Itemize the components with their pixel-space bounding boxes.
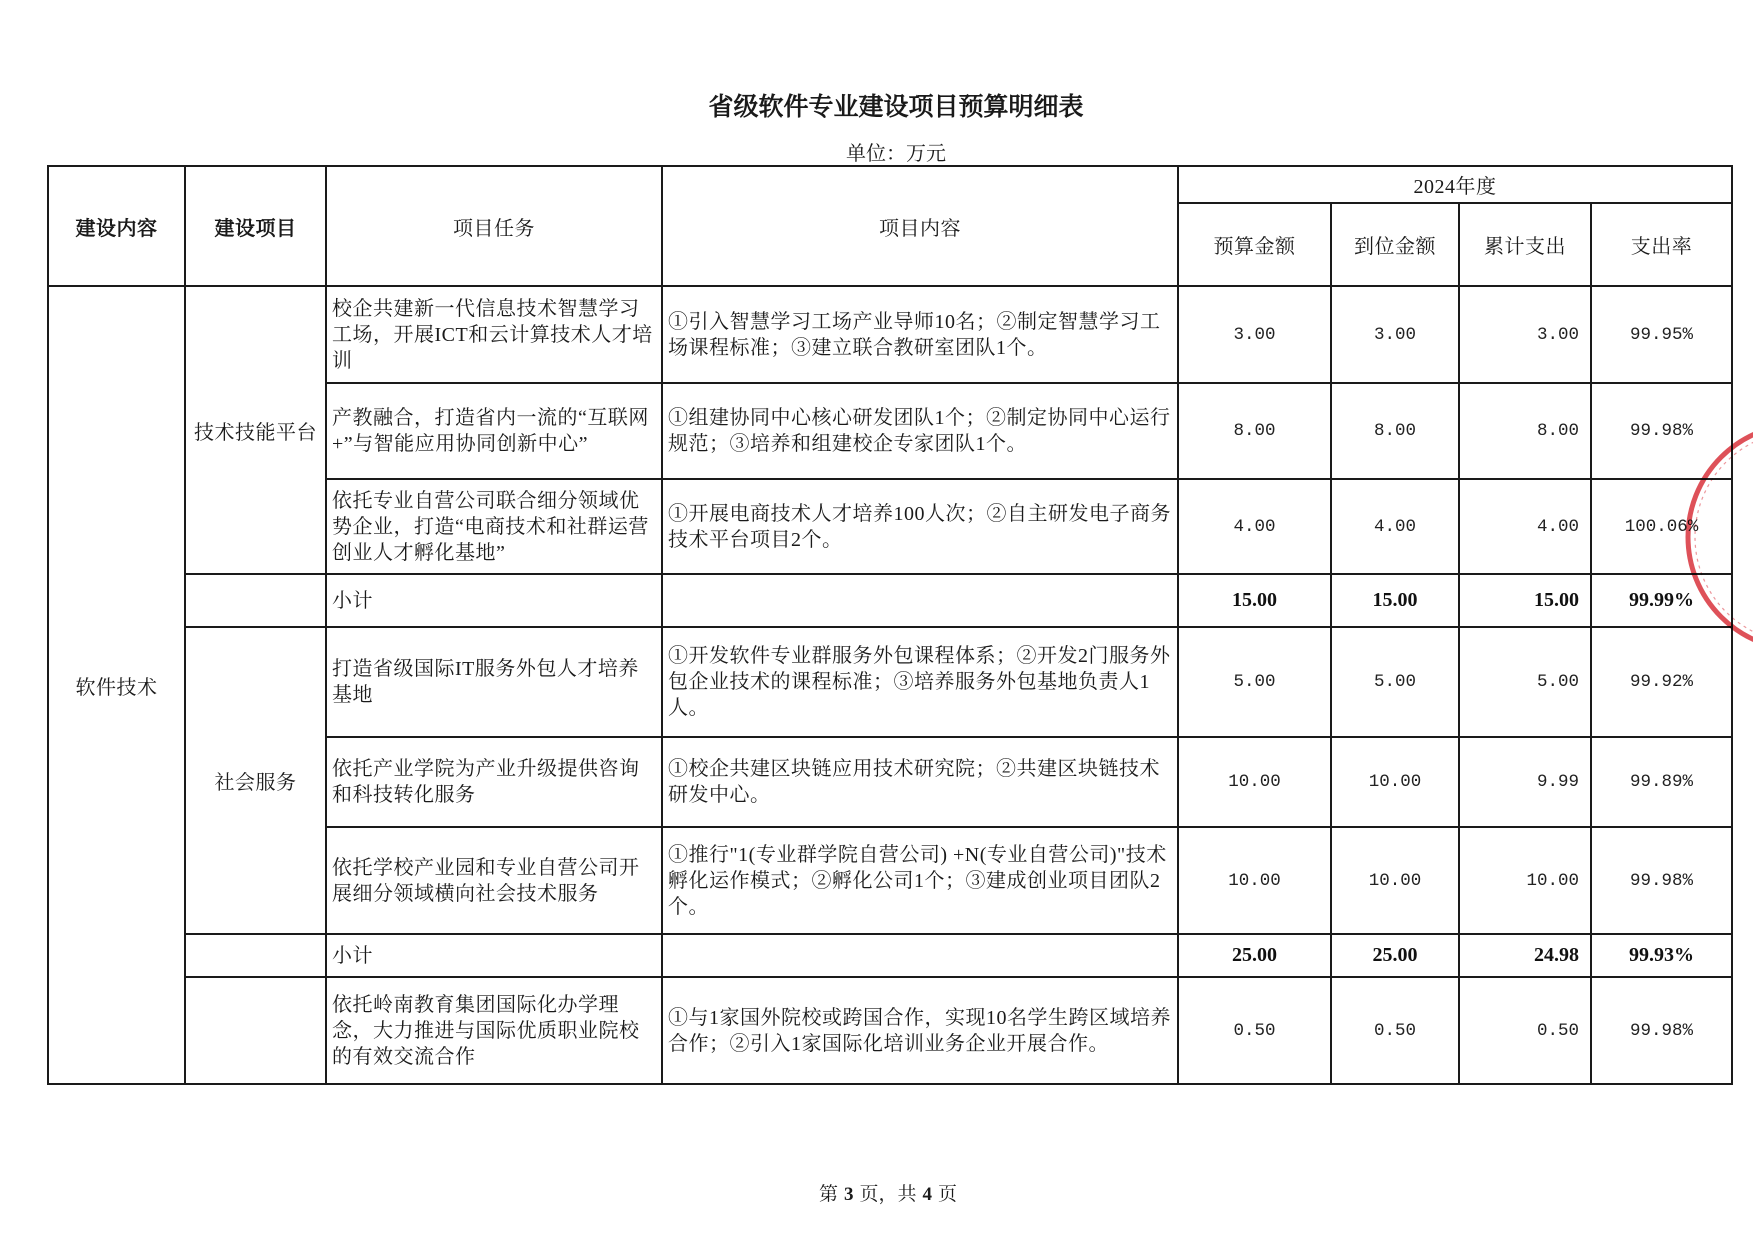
content-cell: ①开发软件专业群服务外包课程体系；②开发2门服务外包企业技术的课程标准；③培养服务外包基地负责人1人。 bbox=[662, 627, 1178, 737]
spent-cell: 9.99 bbox=[1459, 737, 1591, 827]
project-cell: 社会服务 bbox=[185, 627, 326, 934]
budget-cell: 3.00 bbox=[1178, 286, 1331, 383]
table-row bbox=[48, 627, 1732, 737]
subtotal-budget: 25.00 bbox=[1178, 934, 1331, 977]
header-row bbox=[48, 166, 1732, 203]
task-cell: 依托专业自营公司联合细分领域优势企业，打造“电商技术和社群运营创业人才孵化基地” bbox=[326, 479, 662, 574]
budget-table bbox=[47, 165, 1733, 1085]
budget-cell: 5.00 bbox=[1178, 627, 1331, 737]
rate-cell: 100.06% bbox=[1591, 479, 1732, 574]
content-cell: ①推行"1(专业群学院自营公司) +N(专业自营公司)"技术孵化运作模式；②孵化公司1个；③建成创业项目团队2个。 bbox=[662, 827, 1178, 934]
page-footer bbox=[23, 1182, 1753, 1208]
header-content: 项目内容 bbox=[662, 166, 1178, 286]
unit-label: 单位：万元 bbox=[846, 143, 946, 165]
empty-cell bbox=[662, 934, 1178, 977]
page-title: 省级软件专业建设项目预算明细表 bbox=[708, 94, 1084, 121]
content-cell: ①组建协同中心核心研发团队1个；②制定协同中心运行规范；③培养和组建校企专家团队1个。 bbox=[662, 383, 1178, 479]
rate-cell: 99.95% bbox=[1591, 286, 1732, 383]
task-cell: 校企共建新一代信息技术智慧学习工场，开展ICT和云计算技术人才培训 bbox=[326, 286, 662, 383]
spent-cell: 0.50 bbox=[1459, 977, 1591, 1084]
seal-ring bbox=[1688, 424, 1753, 650]
received-cell: 10.00 bbox=[1331, 737, 1459, 827]
received-cell: 3.00 bbox=[1331, 286, 1459, 383]
current-page-number: 3 bbox=[843, 1184, 854, 1205]
empty-cell bbox=[185, 977, 326, 1084]
task-cell: 打造省级国际IT服务外包人才培养基地 bbox=[326, 627, 662, 737]
subtotal-row bbox=[48, 574, 1732, 627]
header-year: 2024年度 bbox=[1178, 166, 1732, 203]
table-row bbox=[48, 977, 1732, 1084]
table-row bbox=[48, 286, 1732, 383]
total-page-number: 4 bbox=[922, 1184, 932, 1205]
received-cell: 10.00 bbox=[1331, 827, 1459, 934]
subtotal-label: 小计 bbox=[326, 934, 662, 977]
empty-cell bbox=[185, 574, 326, 627]
spent-cell: 10.00 bbox=[1459, 827, 1591, 934]
budget-cell: 0.50 bbox=[1178, 977, 1331, 1084]
content-cell: ①校企共建区块链应用技术研究院；②共建区块链技术研发中心。 bbox=[662, 737, 1178, 827]
subtotal-received: 25.00 bbox=[1331, 934, 1459, 977]
subtotal-budget: 15.00 bbox=[1178, 574, 1331, 627]
project-cell: 技术技能平台 bbox=[185, 286, 326, 574]
task-cell: 依托学校产业园和专业自营公司开展细分领域横向社会技术服务 bbox=[326, 827, 662, 934]
budget-cell: 10.00 bbox=[1178, 827, 1331, 934]
subtotal-received: 15.00 bbox=[1331, 574, 1459, 627]
budget-cell: 10.00 bbox=[1178, 737, 1331, 827]
header-category: 建设内容 bbox=[48, 166, 185, 286]
received-cell: 8.00 bbox=[1331, 383, 1459, 479]
footer-middle: 页，共 bbox=[859, 1184, 917, 1205]
spent-cell: 8.00 bbox=[1459, 383, 1591, 479]
received-cell: 5.00 bbox=[1331, 627, 1459, 737]
footer-prefix: 第 bbox=[818, 1184, 838, 1205]
spent-cell: 4.00 bbox=[1459, 479, 1591, 574]
category-cell: 软件技术 bbox=[48, 286, 185, 1084]
content-cell: ①引入智慧学习工场产业导师10名；②制定智慧学习工场课程标准；③建立联合教研室团队1个。 bbox=[662, 286, 1178, 383]
received-cell: 4.00 bbox=[1331, 479, 1459, 574]
empty-cell bbox=[662, 574, 1178, 627]
task-cell: 产教融合，打造省内一流的“互联网+”与智能应用协同创新中心” bbox=[326, 383, 662, 479]
subtotal-rate: 99.99% bbox=[1591, 574, 1732, 627]
header-rate: 支出率 bbox=[1591, 203, 1732, 286]
header-budget: 预算金额 bbox=[1178, 203, 1331, 286]
spent-cell: 3.00 bbox=[1459, 286, 1591, 383]
rate-cell: 99.89% bbox=[1591, 737, 1732, 827]
content-cell: ①开展电商技术人才培养100人次；②自主研发电子商务技术平台项目2个。 bbox=[662, 479, 1178, 574]
seal-stamp bbox=[1680, 412, 1753, 662]
subtotal-spent: 15.00 bbox=[1459, 574, 1591, 627]
budget-cell: 8.00 bbox=[1178, 383, 1331, 479]
spent-cell: 5.00 bbox=[1459, 627, 1591, 737]
header-received: 到位金额 bbox=[1331, 203, 1459, 286]
subtotal-label: 小计 bbox=[326, 574, 662, 627]
task-cell: 依托岭南教育集团国际化办学理念，大力推进与国际优质职业院校的有效交流合作 bbox=[326, 977, 662, 1084]
rate-cell: 99.98% bbox=[1591, 977, 1732, 1084]
task-cell: 依托产业学院为产业升级提供咨询和科技转化服务 bbox=[326, 737, 662, 827]
received-cell: 0.50 bbox=[1331, 977, 1459, 1084]
header-spent: 累计支出 bbox=[1459, 203, 1591, 286]
footer-suffix: 页 bbox=[938, 1184, 958, 1205]
rate-cell: 99.98% bbox=[1591, 383, 1732, 479]
rate-cell: 99.92% bbox=[1591, 627, 1732, 737]
seal-inner-ring bbox=[1695, 431, 1753, 643]
header-project: 建设项目 bbox=[185, 166, 326, 286]
rate-cell: 99.98% bbox=[1591, 827, 1732, 934]
subtotal-spent: 24.98 bbox=[1459, 934, 1591, 977]
subtotal-rate: 99.93% bbox=[1591, 934, 1732, 977]
header-task: 项目任务 bbox=[326, 166, 662, 286]
content-cell: ①与1家国外院校或跨国合作，实现10名学生跨区域培养合作；②引入1家国际化培训业务企业开展合作。 bbox=[662, 977, 1178, 1084]
budget-cell: 4.00 bbox=[1178, 479, 1331, 574]
subtotal-row bbox=[48, 934, 1732, 977]
empty-cell bbox=[185, 934, 326, 977]
